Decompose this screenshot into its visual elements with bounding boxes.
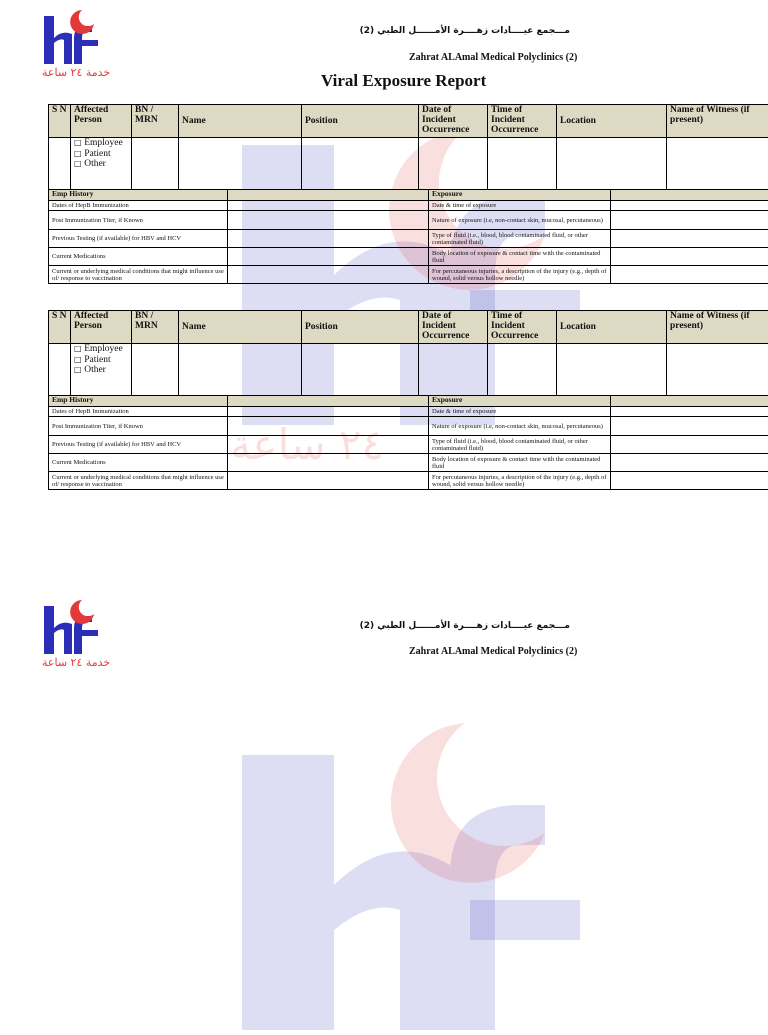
exposure-value[interactable] [611, 211, 768, 230]
cell-location[interactable] [557, 138, 667, 190]
org-name-arabic-2: مـــجمع عيــــادات زهــــرة الأمــــــل الطبي (2) [400, 621, 570, 631]
col-bn-mrn: BN / MRN [132, 311, 179, 344]
exposure-label: Type of fluid (i.e., blood, blood contaminated fluid, or other contaminated fluid) [429, 436, 611, 454]
history-value[interactable] [228, 436, 429, 454]
cell-witness[interactable] [667, 138, 768, 190]
emp-history-heading: Emp History [49, 190, 228, 201]
exposure-label: Nature of exposure (i.e, non-contact skin, mucosal, percutaneous) [429, 417, 611, 436]
cell-sn[interactable] [49, 138, 71, 190]
history-value[interactable] [228, 211, 429, 230]
history-label: Dates of HepB Immunization [49, 407, 228, 417]
col-date: Date of Incident Occurrence [419, 311, 488, 344]
option-patient[interactable]: □ Patient [74, 149, 128, 160]
history-label: Post Immunization Titer, if Known [49, 211, 228, 230]
cell-date[interactable] [419, 138, 488, 190]
col-date: Date of Incident Occurrence [419, 105, 488, 138]
col-location: Location [557, 311, 667, 344]
cell-witness[interactable] [667, 344, 768, 396]
exposure-value[interactable] [611, 417, 768, 436]
col-position: Position [302, 311, 419, 344]
history-table-1 [48, 189, 768, 284]
exposure-label: Body location of exposure & contact time with the contaminated fluid [429, 248, 611, 266]
cell-date[interactable] [419, 344, 488, 396]
checkbox-icon[interactable]: □ [74, 344, 82, 353]
exposure-label: For percutaneous injuries, a description of the injury (e.g., depth of wound, solid versus hollow needle) [429, 266, 611, 284]
cell-bn-mrn[interactable] [132, 344, 179, 396]
exposure-value[interactable] [611, 266, 768, 284]
col-sn: S N [49, 105, 71, 138]
col-time: Time of Incident Occurrence [488, 105, 557, 138]
history-label: Dates of HepB Immunization [49, 201, 228, 211]
history-value[interactable] [228, 230, 429, 248]
checkbox-icon[interactable]: □ [74, 365, 82, 374]
cell-position[interactable] [302, 344, 419, 396]
history-label: Post Immunization Titer, if Known [49, 417, 228, 436]
exposure-value[interactable] [611, 230, 768, 248]
exposure-value[interactable] [611, 454, 768, 472]
logo-tagline-2: خدمة ٢٤ ساعة [42, 656, 110, 669]
col-name: Name [179, 311, 302, 344]
col-affected-person: Affected Person [71, 105, 132, 138]
emp-history-heading-blank [228, 396, 429, 407]
cell-bn-mrn[interactable] [132, 138, 179, 190]
exposure-label: Body location of exposure & contact time with the contaminated fluid [429, 454, 611, 472]
clinic-logo [42, 8, 108, 71]
option-other[interactable]: □ Other [74, 159, 128, 170]
exposure-value[interactable] [611, 436, 768, 454]
history-label: Previous Testing (if available) for HBV and HCV [49, 230, 228, 248]
checkbox-icon[interactable]: □ [74, 355, 82, 364]
page-title: Viral Exposure Report [321, 71, 486, 91]
org-name-english-2: Zahrat ALAmal Medical Polyclinics (2) [409, 646, 577, 657]
checkbox-icon[interactable]: □ [74, 149, 82, 158]
affected-person-options [71, 344, 132, 396]
history-value[interactable] [228, 417, 429, 436]
exposure-label: Type of fluid (i.e., blood, blood contaminated fluid, or other contaminated fluid) [429, 230, 611, 248]
history-label: Previous Testing (if available) for HBV and HCV [49, 436, 228, 454]
exposure-heading-blank [611, 396, 768, 407]
col-affected-person: Affected Person [71, 311, 132, 344]
col-sn: S N [49, 311, 71, 344]
history-value[interactable] [228, 472, 429, 490]
emp-history-heading: Emp History [49, 396, 228, 407]
exposure-table-1 [48, 104, 768, 190]
checkbox-icon[interactable]: □ [74, 138, 82, 147]
history-label: Current Medications [49, 454, 228, 472]
exposure-value[interactable] [611, 407, 768, 417]
col-witness: Name of Witness (if present) [667, 105, 768, 138]
history-value[interactable] [228, 248, 429, 266]
col-name: Name [179, 105, 302, 138]
cell-sn[interactable] [49, 344, 71, 396]
exposure-label: Date & time of exposure [429, 407, 611, 417]
option-employee[interactable]: □ Employee [74, 138, 128, 149]
history-label: Current or underlying medical conditions that might influence use of/ response to vaccination [49, 266, 228, 284]
logo-tagline: خدمة ٢٤ ساعة [42, 66, 110, 79]
exposure-value[interactable] [611, 201, 768, 211]
cell-name[interactable] [179, 344, 302, 396]
exposure-label: For percutaneous injuries, a description of the injury (e.g., depth of wound, solid versus hollow needle) [429, 472, 611, 490]
col-position: Position [302, 105, 419, 138]
option-employee[interactable]: □ Employee [74, 344, 128, 355]
history-value[interactable] [228, 201, 429, 211]
exposure-heading: Exposure [429, 396, 611, 407]
exposure-value[interactable] [611, 472, 768, 490]
exposure-table-2 [48, 310, 768, 396]
col-bn-mrn: BN / MRN [132, 105, 179, 138]
history-table-2 [48, 395, 768, 490]
cell-location[interactable] [557, 344, 667, 396]
option-patient[interactable]: □ Patient [74, 355, 128, 366]
history-value[interactable] [228, 407, 429, 417]
option-other[interactable]: □ Other [74, 365, 128, 376]
exposure-label: Date & time of exposure [429, 201, 611, 211]
exposure-heading: Exposure [429, 190, 611, 201]
emp-history-heading-blank [228, 190, 429, 201]
cell-name[interactable] [179, 138, 302, 190]
org-name-english: Zahrat ALAmal Medical Polyclinics (2) [409, 52, 577, 63]
col-time: Time of Incident Occurrence [488, 311, 557, 344]
exposure-value[interactable] [611, 248, 768, 266]
col-location: Location [557, 105, 667, 138]
history-label: Current or underlying medical conditions that might influence use of/ response to vaccination [49, 472, 228, 490]
cell-time[interactable] [488, 344, 557, 396]
col-witness: Name of Witness (if present) [667, 311, 768, 344]
org-name-arabic: مـــجمع عيــــادات زهــــرة الأمــــــل الطبي (2) [400, 26, 570, 36]
cell-time[interactable] [488, 138, 557, 190]
exposure-heading-blank [611, 190, 768, 201]
checkbox-icon[interactable]: □ [74, 159, 82, 168]
watermark-logo-2 [200, 715, 620, 1030]
history-value[interactable] [228, 454, 429, 472]
history-label: Current Medications [49, 248, 228, 266]
watermark-text: ٢٤ ساعة [230, 420, 384, 469]
history-value[interactable] [228, 266, 429, 284]
exposure-label: Nature of exposure (i.e, non-contact skin, mucosal, percutaneous) [429, 211, 611, 230]
cell-position[interactable] [302, 138, 419, 190]
clinic-logo-2 [42, 598, 108, 661]
affected-person-options [71, 138, 132, 190]
